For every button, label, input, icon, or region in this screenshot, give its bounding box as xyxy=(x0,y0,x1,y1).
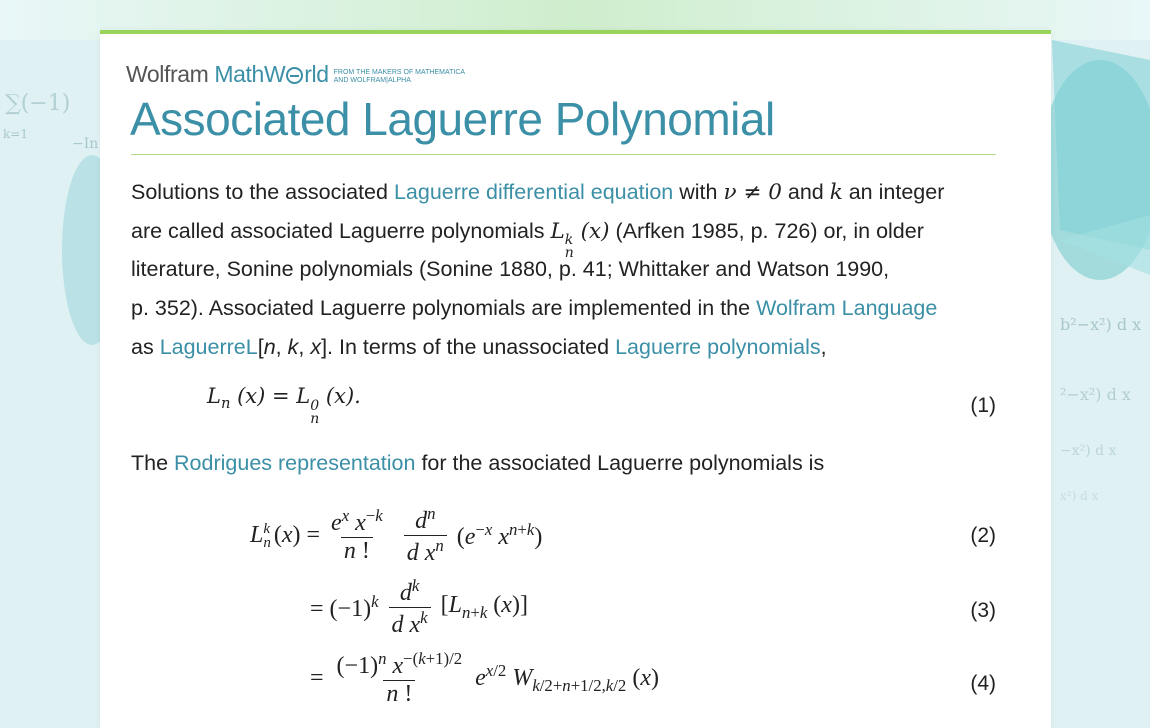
page-title: Associated Laguerre Polynomial xyxy=(130,93,775,145)
math-sub: n xyxy=(564,244,574,261)
intro-text: , xyxy=(820,334,827,359)
eq1-lhs: L xyxy=(207,384,221,408)
svg-text:b²−x²) d x: b²−x²) d x xyxy=(1060,315,1142,334)
svg-text:²−x²) d x: ²−x²) d x xyxy=(1060,385,1131,404)
eq1-rhs-sub: n xyxy=(310,411,320,427)
equation-number-2: (2) xyxy=(970,524,996,547)
intro-line-4 xyxy=(131,289,1011,328)
brand-tagline-1: FROM THE MAKERS OF MATHEMATICA xyxy=(333,69,466,76)
intro-text: Solutions to the associated xyxy=(131,180,394,204)
intro-line-1 xyxy=(131,173,1011,212)
content-card xyxy=(100,30,1051,728)
math-nu-neq-0: ν ≠ 0 xyxy=(723,180,782,205)
eq1-lhs-sub: n xyxy=(220,395,231,413)
math-arg: (x) xyxy=(573,218,610,244)
math-l: L xyxy=(550,218,565,244)
link-wolfram-language[interactable]: Wolfram Language xyxy=(756,296,938,321)
code-comma: , xyxy=(298,334,311,359)
math-k: k xyxy=(829,180,843,205)
brand-tagline xyxy=(334,69,465,85)
intro-text: with xyxy=(673,180,724,204)
code-bracket-open: [ xyxy=(257,334,264,359)
equation-number-3: (3) xyxy=(970,599,996,622)
eq1-mid: (x) = L xyxy=(230,384,311,408)
intro-text: and xyxy=(781,180,830,204)
math-lnk xyxy=(550,218,610,261)
link-laguerrel[interactable]: LaguerreL xyxy=(159,334,258,359)
intro-text: are called associated Laguerre polynomials xyxy=(131,218,551,243)
code-arg-x: x xyxy=(310,334,322,359)
code-arg-n: n xyxy=(263,334,276,359)
link-laguerre-differential-equation[interactable]: Laguerre differential equation xyxy=(393,180,674,204)
svg-text:−x²) d x: −x²) d x xyxy=(1060,443,1117,459)
code-comma: , xyxy=(275,334,288,359)
intro-line-2 xyxy=(131,212,1011,261)
intro-text: as xyxy=(131,334,160,359)
globe-icon xyxy=(286,67,303,84)
rodrigues-paragraph xyxy=(131,444,1011,483)
link-rodrigues-representation[interactable]: Rodrigues representation xyxy=(174,451,416,475)
svg-text:∑(−1): ∑(−1) xyxy=(5,91,71,116)
eq1-rhs-arg: (x). xyxy=(319,384,361,408)
svg-text:x²) d x: x²) d x xyxy=(1060,489,1099,503)
equation-1 xyxy=(207,384,361,426)
brand-wolfram: Wolfram xyxy=(126,61,209,87)
svg-text:−In: −In xyxy=(72,136,99,152)
title-divider xyxy=(131,154,996,155)
intro-line-3: literature, Sonine polynomials (Sonine 1880, p. 41; Whittaker and Watson 1990, xyxy=(131,257,890,282)
rodrigues-text: The xyxy=(131,451,175,475)
equation-number-4: (4) xyxy=(970,672,996,695)
brand-mathworld xyxy=(214,61,328,88)
code-arg-k: k xyxy=(287,334,299,359)
svg-text:k=1: k=1 xyxy=(3,127,28,141)
intro-line-5 xyxy=(131,328,1011,367)
intro-text: ]. In terms of the unassociated xyxy=(321,334,616,359)
equation-4: = $\frac{(-1)^n x^{-(k+1)/2}}{n !}$ $e^{x/2}$ $W_{k/2+n+1/2,k/2}$ (x) xyxy=(310,649,659,707)
brand-mathworld-part1: MathW xyxy=(214,61,286,87)
equation-2: L k n (x) = $\frac{e^x x^{-k}}{n !}$ $\frac{d^n}{d x^n}$ ($e^{-x}$ $x^{n+k}$) xyxy=(250,504,543,566)
brand-tagline-2: AND WOLFRAM|ALPHA xyxy=(333,77,411,84)
brand-mathworld-part2: rld xyxy=(304,61,329,87)
equation-number-1: (1) xyxy=(970,394,996,417)
link-laguerre-polynomials[interactable]: Laguerre polynomials xyxy=(615,334,821,359)
intro-paragraph xyxy=(131,173,1011,366)
eq1-rhs-sup: 0 xyxy=(310,398,320,414)
equation-3: = $(-1)^k$ $\frac{d^k}{d x^k}$ [$L_{n+k}$ (x)] xyxy=(310,576,528,638)
mathworld-logo[interactable] xyxy=(126,60,465,88)
intro-text: an integer xyxy=(842,180,945,204)
intro-text: (Arfken 1985, p. 726) or, in older xyxy=(609,218,924,243)
math-sup: k xyxy=(564,231,574,248)
intro-text: p. 352). Associated Laguerre polynomials are implemented in the xyxy=(131,296,757,321)
rodrigues-text: for the associated Laguerre polynomials is xyxy=(415,451,825,475)
